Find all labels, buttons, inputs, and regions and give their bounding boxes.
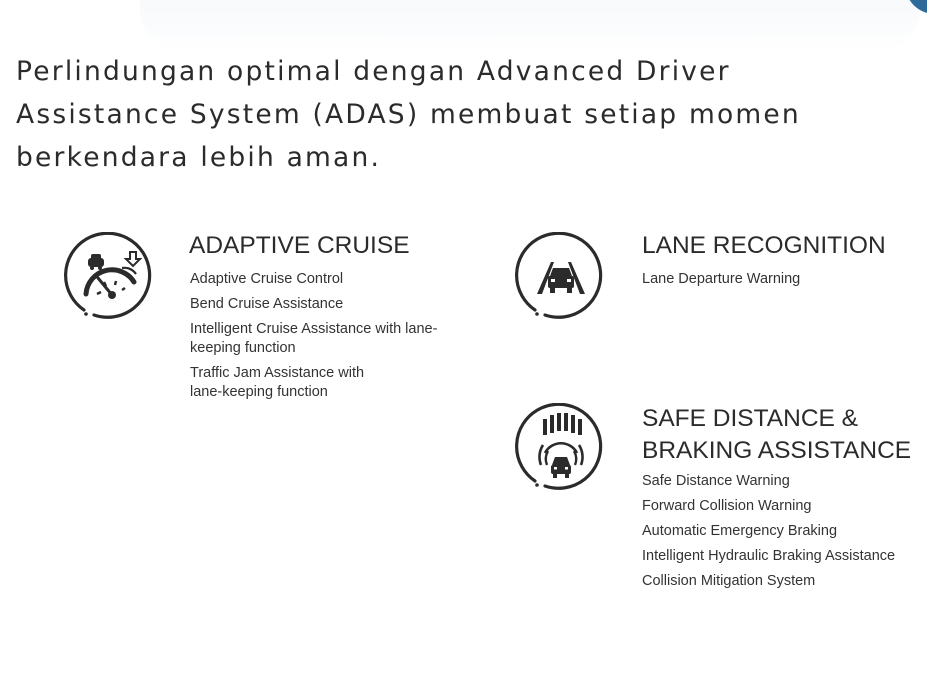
list-item: Automatic Emergency Braking xyxy=(642,523,838,539)
list-item: Forward Collision Warning xyxy=(642,498,812,514)
list-item: Traffic Jam Assistance with lane-keeping function xyxy=(190,365,365,400)
list-item: Adaptive Cruise Control xyxy=(190,271,344,287)
list-item: Intelligent Cruise Assistance with lane-keeping function xyxy=(190,321,438,356)
feature-title-lane-recognition: LANE RECOGNITION xyxy=(642,232,886,259)
feature-list-braking-assistance xyxy=(642,472,922,597)
headline: Perlindungan optimal dengan Advanced Driver Assistance System (ADAS) membuat setiap momen berkendara lebih aman. xyxy=(16,56,801,173)
list-item: Lane Departure Warning xyxy=(642,271,801,287)
list-item: Collision Mitigation System xyxy=(642,573,816,589)
feature-list-adaptive-cruise xyxy=(190,270,440,408)
list-item: Safe Distance Warning xyxy=(642,473,790,489)
adaptive-cruise-speedometer-icon xyxy=(64,232,156,324)
braking-assistance-radar-icon xyxy=(515,403,607,495)
feature-list-lane-recognition xyxy=(642,270,912,295)
feature-title-adaptive-cruise: ADAPTIVE CRUISE xyxy=(189,232,410,259)
top-decorative-band xyxy=(140,0,920,50)
feature-title-braking-assistance: SAFE DISTANCE & BRAKING ASSISTANCE xyxy=(642,405,912,464)
lane-recognition-car-icon xyxy=(515,232,607,324)
list-item: Bend Cruise Assistance xyxy=(190,296,344,312)
list-item: Intelligent Hydraulic Braking Assistance xyxy=(642,548,896,564)
